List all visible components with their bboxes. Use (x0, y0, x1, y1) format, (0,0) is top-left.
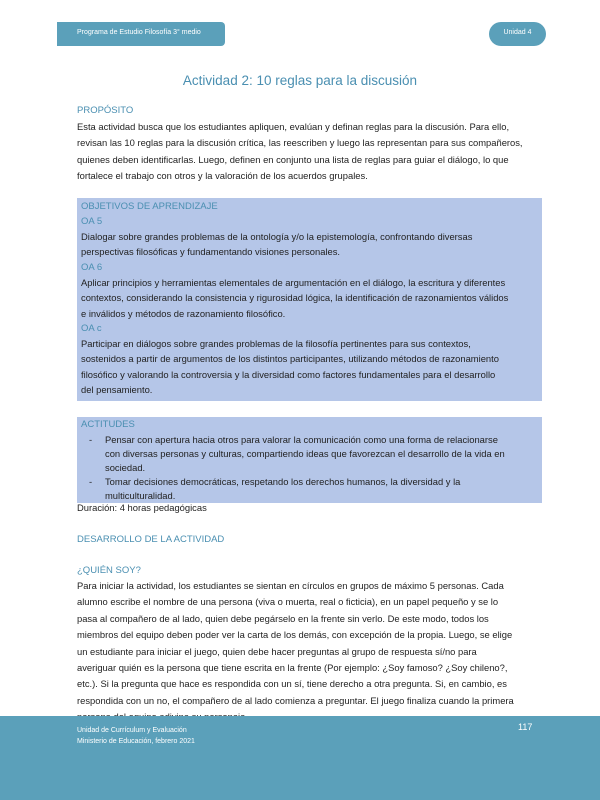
oa-line: Aplicar principios y herramientas elementales de argumentación en el diálogo, la escritura y diferentes (81, 277, 506, 288)
bullet-dash: - (89, 476, 93, 487)
development-line: alumno escribe el nombre de una persona (viva o muerta, real o ficticia), en un papel pequeño y se lo (77, 596, 499, 608)
development-text (77, 578, 538, 726)
purpose-text (77, 119, 538, 185)
oa-line: Participar en diálogos sobre grandes problemas de la filosofía pertinentes para sus contextos, (81, 338, 471, 349)
oa-line: del pensamiento. (81, 384, 153, 396)
attitude-line: Tomar decisiones democráticas, respetando los derechos humanos, la diversidad y la (105, 476, 461, 487)
oa-line: sostenidos a partir de argumentos de los distintos participantes, utilizando métodos de razonamiento (81, 353, 499, 365)
footer-unit: Unidad de Currículum y Evaluación (77, 727, 187, 734)
oa-description (81, 229, 536, 260)
oa-description (81, 275, 536, 321)
page-number: 117 (518, 722, 533, 732)
purpose-line: Esta actividad busca que los estudiantes apliquen, evalúan y definan reglas para la discusión. Para ello, (77, 121, 510, 132)
attitude-item (77, 475, 542, 503)
unit-badge (489, 22, 546, 46)
unit-label: Unidad 4 (503, 29, 532, 36)
activity-title: Actividad 2: 10 reglas para la discusión (182, 73, 418, 88)
oa-code: OA c (81, 323, 102, 334)
duration-text: Duración: 4 horas pedagógicas (77, 502, 207, 513)
attitude-line: multiculturalidad. (105, 490, 176, 502)
development-line: respondida con un no, el compañero de al lado comienza a preguntar. El juego finaliza cuando la primera (77, 694, 514, 706)
objectives-heading: OBJETIVOS DE APRENDIZAJE (81, 201, 218, 212)
development-line: etc.). Si la pregunta que hace es respondida con un sí, tiene derecho a otra pregunta. Si, en cambio, es (77, 678, 507, 690)
page-footer (0, 716, 600, 800)
purpose-line: quienes deben identificarlas. Luego, definen en conjunto una lista de reglas para guiar el diálogo, lo que (77, 153, 509, 165)
purpose-line: revisan las 10 reglas para la discusión crítica, las reescriben y luego las representan para sus compañeros, (77, 137, 523, 149)
development-line: pasa al compañero de al lado, quien debe pegárselo en la frente sin verlo. De este modo, todos los (77, 612, 489, 624)
program-banner (57, 22, 225, 46)
attitude-line: Pensar con apertura hacia otros para valorar la comunicación como una forma de relacionarse (105, 434, 498, 445)
oa-line: perspectivas filosóficas y fundamentando visiones personales. (81, 246, 340, 258)
development-heading: DESARROLLO DE LA ACTIVIDAD (77, 534, 225, 545)
purpose-heading: PROPÓSITO (77, 105, 134, 116)
who-am-i-heading: ¿QUIÉN SOY? (77, 565, 141, 576)
learning-objectives-box (77, 198, 542, 401)
oa-line: e inválidos y métodos de razonamiento filosófico. (81, 307, 286, 319)
oa-description (81, 336, 536, 398)
attitude-line: sociedad. (105, 462, 146, 474)
oa-line: Dialogar sobre grandes problemas de la ontología y/o la epistemología, confrontando diversas (81, 231, 473, 242)
development-line: miembros del equipo deben poder ver la carta de los demás, con excepción de la propia. Luego, se elige (77, 629, 513, 641)
attitude-item (77, 433, 542, 476)
oa-code: OA 5 (81, 216, 103, 227)
development-line: Para iniciar la actividad, los estudiantes se sientan en círculos en grupos de máximo 5 personas. Cada (77, 580, 504, 591)
attitude-line: con diversas personas y culturas, compartiendo ideas que favorezcan el desarrollo de la vida en (105, 448, 505, 460)
attitudes-box (77, 417, 542, 503)
development-line: un estudiante para iniciar el juego, quien debe hacer preguntas al grupo de respuesta sí/no para (77, 645, 477, 657)
oa-code: OA 6 (81, 262, 103, 273)
attitudes-heading: ACTITUDES (81, 419, 135, 430)
development-line: averiguar quién es la persona que tiene escrita en la frente (Por ejemplo: ¿Soy famoso? ¿Soy chileno?, (77, 662, 508, 674)
program-name: Programa de Estudio Filosofía 3° medio (77, 29, 201, 36)
footer-ministry: Ministerio de Educación, febrero 2021 (77, 738, 195, 745)
oa-line: filosófico y valorando la controversia y la diversidad como factores fundamentales para el desarrollo (81, 368, 496, 380)
bullet-dash: - (89, 434, 93, 445)
purpose-line: fortalece el trabajo con otros y la valoración de los acuerdos grupales. (77, 170, 368, 182)
oa-line: contextos, considerando la consistencia y rigurosidad lógica, la identificación de razonamientos válidos (81, 292, 509, 304)
